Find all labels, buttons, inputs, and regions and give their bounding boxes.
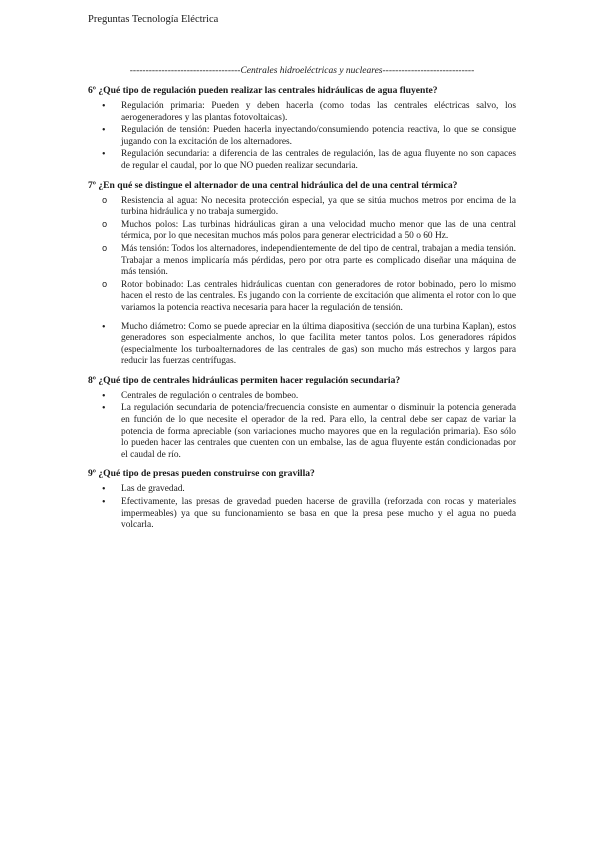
- list-item: [88, 322, 516, 368]
- answers-7: [88, 196, 516, 315]
- bullet-icon: [102, 101, 114, 114]
- answers-8: [88, 391, 516, 462]
- answer-text: Centrales de regulación o centrales de bombeo.: [121, 390, 299, 401]
- bullet-icon: [102, 322, 114, 335]
- page-header: Preguntas Tecnología Eléctrica: [88, 14, 219, 25]
- answer-text: Las de gravedad.: [121, 484, 185, 495]
- document-body: [88, 66, 516, 539]
- circle-bullet-icon: [102, 280, 114, 292]
- answers-9: [88, 484, 516, 531]
- answer-text: Mucho diámetro: Como se puede apreciar en la última diapositiva (sección de una turbina Kaplan), estos generadores son especialmente anchos, lo que facilita meter tantos polos. Los generadores rápidos (especialmente los turboalternadores de las centrales de gas) son mucho más estrechos y largos para reducir las fuerzas centrífugas.: [121, 321, 516, 367]
- circle-bullet-icon: [102, 220, 114, 232]
- answer-text: Más tensión: Todos los alternadores, independientemente de del tipo de central, trabajan a media tensión. Trabajar a menos implicaría más pérdidas, pero por otra parte es complicado diseñar una máquina de más tensión.: [121, 243, 516, 278]
- list-item: [88, 125, 516, 148]
- bullet-icon: [102, 149, 114, 162]
- answer-text: Regulación de tensión: Pueden hacerla inyectando/consumiendo potencia reactiva, lo que se consigue jugando con la excitación de los alternadores.: [121, 125, 516, 147]
- answer-text: La regulación secundaria de potencia/frecuencia consiste en aumentar o disminuir la potencia generada en función de lo que necesite el operador de la red. Para ello, la central debe ser capaz de variar la potencia de forma apreciable (son variaciones mucho mayores que en la regulación primaria). Eso sólo lo pueden hacer las centrales que cuenten con un embalse, las de agua fluyente están condicionadas por el caudal de río.: [121, 403, 516, 460]
- section-title: -----------------------------------Centrales hidroeléctricas y nucleares-----------------------------: [129, 66, 475, 76]
- list-item: [88, 280, 516, 315]
- list-item: [88, 391, 516, 403]
- answers-7-extra: [88, 322, 516, 368]
- bullet-icon: [102, 125, 114, 138]
- question-8: 8º ¿Qué tipo de centrales hidráulicas permiten hacer regulación secundaria?: [88, 374, 401, 386]
- circle-bullet-icon: [102, 244, 114, 256]
- list-item: [88, 497, 516, 532]
- answer-text: Muchos polos: Las turbinas hidráulicas giran a una velocidad mucho menor que las de una central térmica, por lo que necesitan muchos más polos para generar electricidad a 50 o 60 Hz.: [121, 219, 516, 242]
- answer-text: Efectivamente, las presas de gravedad pueden hacerse de gravilla (reforzada con rocas y materiales impermeables) ya que su funcionamiento se basa en que la presa pese mucho y el agua no pueda volcarla.: [121, 497, 516, 531]
- answer-text: Regulación primaria: Pueden y deben hacerla (como todas las centrales eléctricas salvo, los aerogeneradores y las plantas fotovoltaicas).: [121, 101, 516, 123]
- list-item: [88, 403, 516, 461]
- question-6: 6º ¿Qué tipo de regulación pueden realizar las centrales hidráulicas de agua fluyente?: [88, 85, 438, 96]
- question-9: 9º ¿Qué tipo de presas pueden construirse con gravilla?: [88, 468, 315, 480]
- list-item: [88, 149, 516, 172]
- answer-text: Regulación secundaria: a diferencia de las centrales de regulación, las de agua fluyente no son capaces de regular el caudal, por lo que NO pueden realizar secundaria.: [121, 149, 516, 171]
- circle-bullet-icon: [102, 196, 114, 208]
- question-7: 7º ¿En qué se distingue el alternador de una central hidráulica del de una central térmica?: [88, 179, 458, 191]
- answer-text: Rotor bobinado: Las centrales hidráulicas cuentan con generadores de rotor bobinado, pero lo mismo hacen el resto de las centrales. Es jugando con la corriente de excitación que alimenta el rotor con lo que variamos la potencia reactiva necesaria para hacer la regulación de tensión.: [121, 279, 516, 313]
- list-item: [88, 220, 516, 243]
- list-item: [88, 196, 516, 219]
- answers-6: [88, 101, 516, 173]
- list-item: [88, 484, 516, 496]
- bullet-icon: [102, 497, 114, 510]
- list-item: [88, 101, 516, 124]
- answer-text: Resistencia al agua: No necesita protección especial, ya que se sitúa muchos metros por encima de la turbina hidráulica y no trabaja sumergido.: [121, 195, 516, 218]
- list-item: [88, 244, 516, 279]
- bullet-icon: [102, 403, 114, 416]
- bullet-icon: [102, 391, 114, 404]
- bullet-icon: [102, 484, 114, 497]
